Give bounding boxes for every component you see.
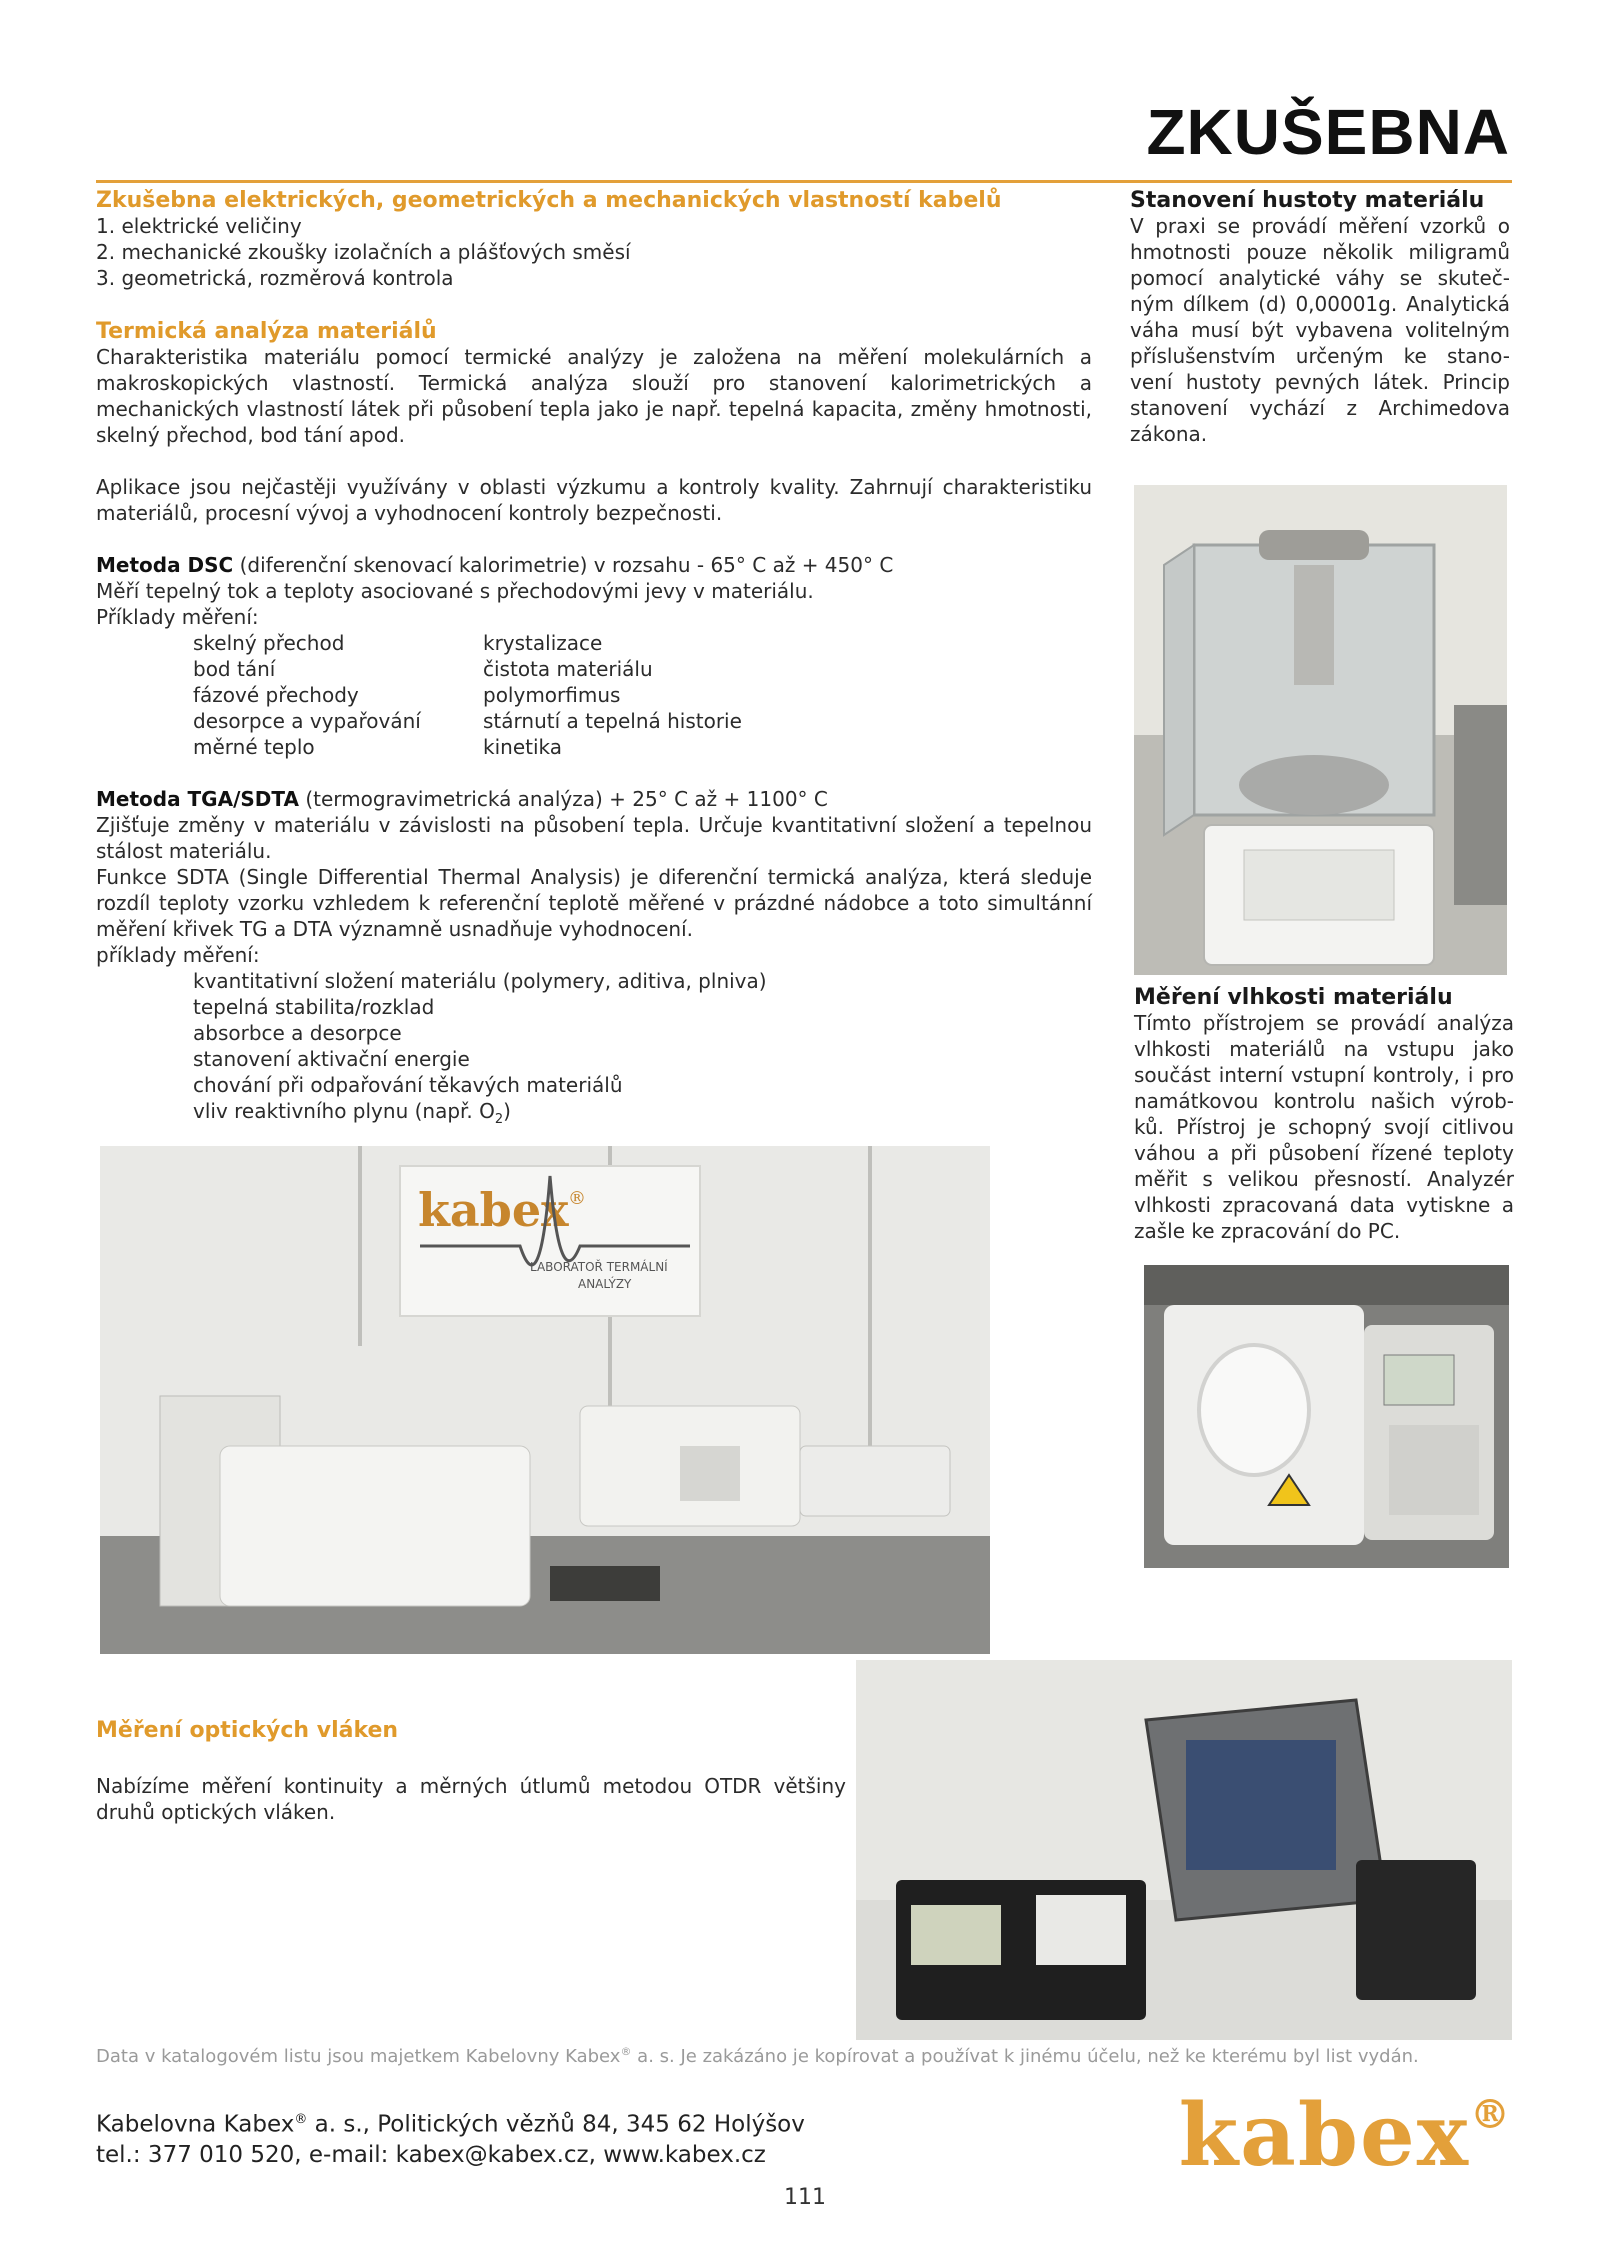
contact-reg: ® <box>294 2112 308 2127</box>
tga-last-sub: 2 <box>494 1112 504 1127</box>
tga-name: Metoda TGA/SDTA <box>96 787 299 811</box>
tga-examples-label: příklady měření: <box>96 943 260 967</box>
list-item: 1. elektrické veličiny <box>96 214 302 238</box>
page-title: ZKUŠEBNA <box>1146 96 1510 168</box>
analytical-balance-photo <box>1134 485 1507 975</box>
contact-line-2: tel.: 377 010 520, e-mail: kabex@kabex.cz, www.kabex.cz <box>96 2141 766 2168</box>
analytical-balance-image <box>1134 485 1507 975</box>
tga-title-line <box>96 786 1092 812</box>
tga-para-1: Zjišťuje změny v materiálu v závislosti na působení tepla. Určuje kvantitativní složení a tepelnou stálost materiálu. <box>96 813 1092 863</box>
dsc-example: bod tání <box>193 657 276 681</box>
thermal-heading: Termická analýza materiálů <box>96 319 437 344</box>
cable-lab-list <box>96 213 1092 291</box>
dsc-example: fázové přechody <box>193 683 359 707</box>
list-item: absorbce a desorpce <box>193 1021 402 1045</box>
tga-examples <box>193 968 1092 1133</box>
otdr-image <box>856 1660 1512 2040</box>
tga-para-2: Funkce SDTA (Single Differential Thermal Analysis) je diferenční termická analýza, která sleduje rozdíl teploty vzorku vzhledem k referenční teplotě měřené v prázdné nádobce a toto simultánní měření křivek TG a DTA významně usnadňuje vyhodnocení. <box>96 865 1092 941</box>
logo-text: kabex <box>1178 2085 1470 2186</box>
footer-note-b: a. s. Je zakázáno je kopírovat a používat k jinému účelu, než ke kterému byl list vydán. <box>631 2046 1419 2067</box>
page-number: 111 <box>784 2185 826 2210</box>
dsc-example: čistota materiálu <box>483 657 653 681</box>
contact-line-1 <box>96 2105 996 2140</box>
dsc-example: polymorfimus <box>483 683 621 707</box>
optical-section <box>96 1718 846 1825</box>
header-rule <box>96 180 1512 183</box>
thermal-lab-photo <box>100 1146 990 1654</box>
tga-last-end: ) <box>503 1099 511 1123</box>
dsc-title-line <box>96 552 1092 578</box>
list-item: chování při odpařování těkavých materiálů <box>193 1073 623 1097</box>
footer-note <box>96 2040 1512 2069</box>
lab-sign-brand: kabex <box>418 1183 569 1237</box>
list-item: stanovení aktivační energie <box>193 1047 470 1071</box>
dsc-example: desorpce a vypařování <box>193 709 421 733</box>
kabex-logo <box>1179 2085 1512 2186</box>
optical-text: Nabízíme měření kontinuity a měrných útlumů metodou OTDR většiny druhů optických vláken. <box>96 1774 846 1824</box>
density-text: V praxi se provádí měření vzorků o hmotnosti pouze několik miligramů pomocí analytické váhy se skuteč-ným dílkem (d) 0,00001g. Analytická váha musí být vybavena volitelným příslušenstvím určeným ke stano-vení hustoty pevných látek. Princip stanovení vychází z Archimedova zákona. <box>1130 214 1510 446</box>
list-item: 2. mechanické zkoušky izolačních a plášťových směsí <box>96 240 631 264</box>
cable-lab-heading: Zkušebna elektrických, geometrických a mechanických vlastností kabelů <box>96 188 1002 213</box>
tga-desc: (termogravimetrická analýza) + 25° C až + 1100° C <box>298 787 828 811</box>
contact-company: Kabelovna Kabex <box>96 2111 295 2138</box>
footer-note-a: Data v katalogovém listu jsou majetkem Kabelovny Kabex <box>96 2046 621 2067</box>
moisture-analyzer-photo <box>1144 1265 1509 1568</box>
logo-reg: ® <box>1470 2091 1512 2138</box>
density-section <box>1130 188 1510 447</box>
dsc-desc: (diferenční skenovací kalorimetrie) v rozsahu - 65° C až + 450° C <box>233 553 894 577</box>
lab-sign-line-2: ANALÝZY <box>578 1277 632 1291</box>
dsc-line-2: Příklady měření: <box>96 605 259 629</box>
list-item <box>193 1098 1092 1133</box>
contact-address: a. s., Politických vězňů 84, 345 62 Holýšov <box>307 2111 805 2138</box>
list-item: kvantitativní složení materiálu (polymery, aditiva, plniva) <box>193 969 767 993</box>
dsc-example: skelný přechod <box>193 631 345 655</box>
moisture-heading: Měření vlhkosti materiálu <box>1134 985 1453 1010</box>
thermal-para-1: Charakteristika materiálu pomocí termické analýzy je založena na měření molekulárních a makroskopických vlastností. Termická analýza slouží pro stanovení kalorimetrických a mechanických vlastností látek při působení tepla jako je např. tepelná kapacita, změny hmotnosti, skelný přechod, bod tání apod. <box>96 345 1092 447</box>
otdr-photo <box>856 1660 1512 2040</box>
dsc-line-1: Měří tepelný tok a teploty asociované s přechodovými jevy v materiálu. <box>96 579 814 603</box>
optical-heading: Měření optických vláken <box>96 1718 399 1743</box>
thermal-lab-image <box>100 1146 990 1654</box>
list-item: tepelná stabilita/rozklad <box>193 995 435 1019</box>
thermal-para-2: Aplikace jsou nejčastěji využívány v oblasti výzkumu a kontroly kvality. Zahrnují charakteristiku materiálů, procesní vývoj a vyhodnocení kontroly bezpečnosti. <box>96 475 1092 525</box>
list-item: 3. geometrická, rozměrová kontrola <box>96 266 454 290</box>
tga-last-example: vliv reaktivního plynu (např. O <box>193 1099 495 1123</box>
dsc-example: krystalizace <box>483 631 603 655</box>
density-heading: Stanovení hustoty materiálu <box>1130 188 1485 213</box>
dsc-example: stárnutí a tepelná historie <box>483 709 742 733</box>
moisture-section <box>1134 985 1514 1244</box>
contact-block <box>96 2105 996 2170</box>
dsc-name: Metoda DSC <box>96 553 234 577</box>
left-column <box>96 188 1092 1133</box>
moisture-analyzer-image <box>1144 1265 1509 1568</box>
dsc-examples <box>193 630 1092 760</box>
dsc-example: kinetika <box>483 735 563 759</box>
lab-sign-reg: ® <box>568 1188 586 1209</box>
dsc-example: měrné teplo <box>193 735 315 759</box>
footer-note-reg: ® <box>620 2045 632 2058</box>
lab-sign-line-1: LABORATOŘ TERMÁLNÍ <box>530 1260 668 1274</box>
moisture-text: Tímto přístrojem se provádí analýza vlhkosti materiálů na vstupu jako součást interní vstupní kontroly, i pro namátkovou kontrolu našich výrob-ků. Přístroj je schopný svojí citlivou váhou a při působení řízené teploty měřit s velikou přesností. Analyzér vlhkosti zpracovaná data vytiskne a zašle ke zpracování do PC. <box>1134 1011 1514 1243</box>
